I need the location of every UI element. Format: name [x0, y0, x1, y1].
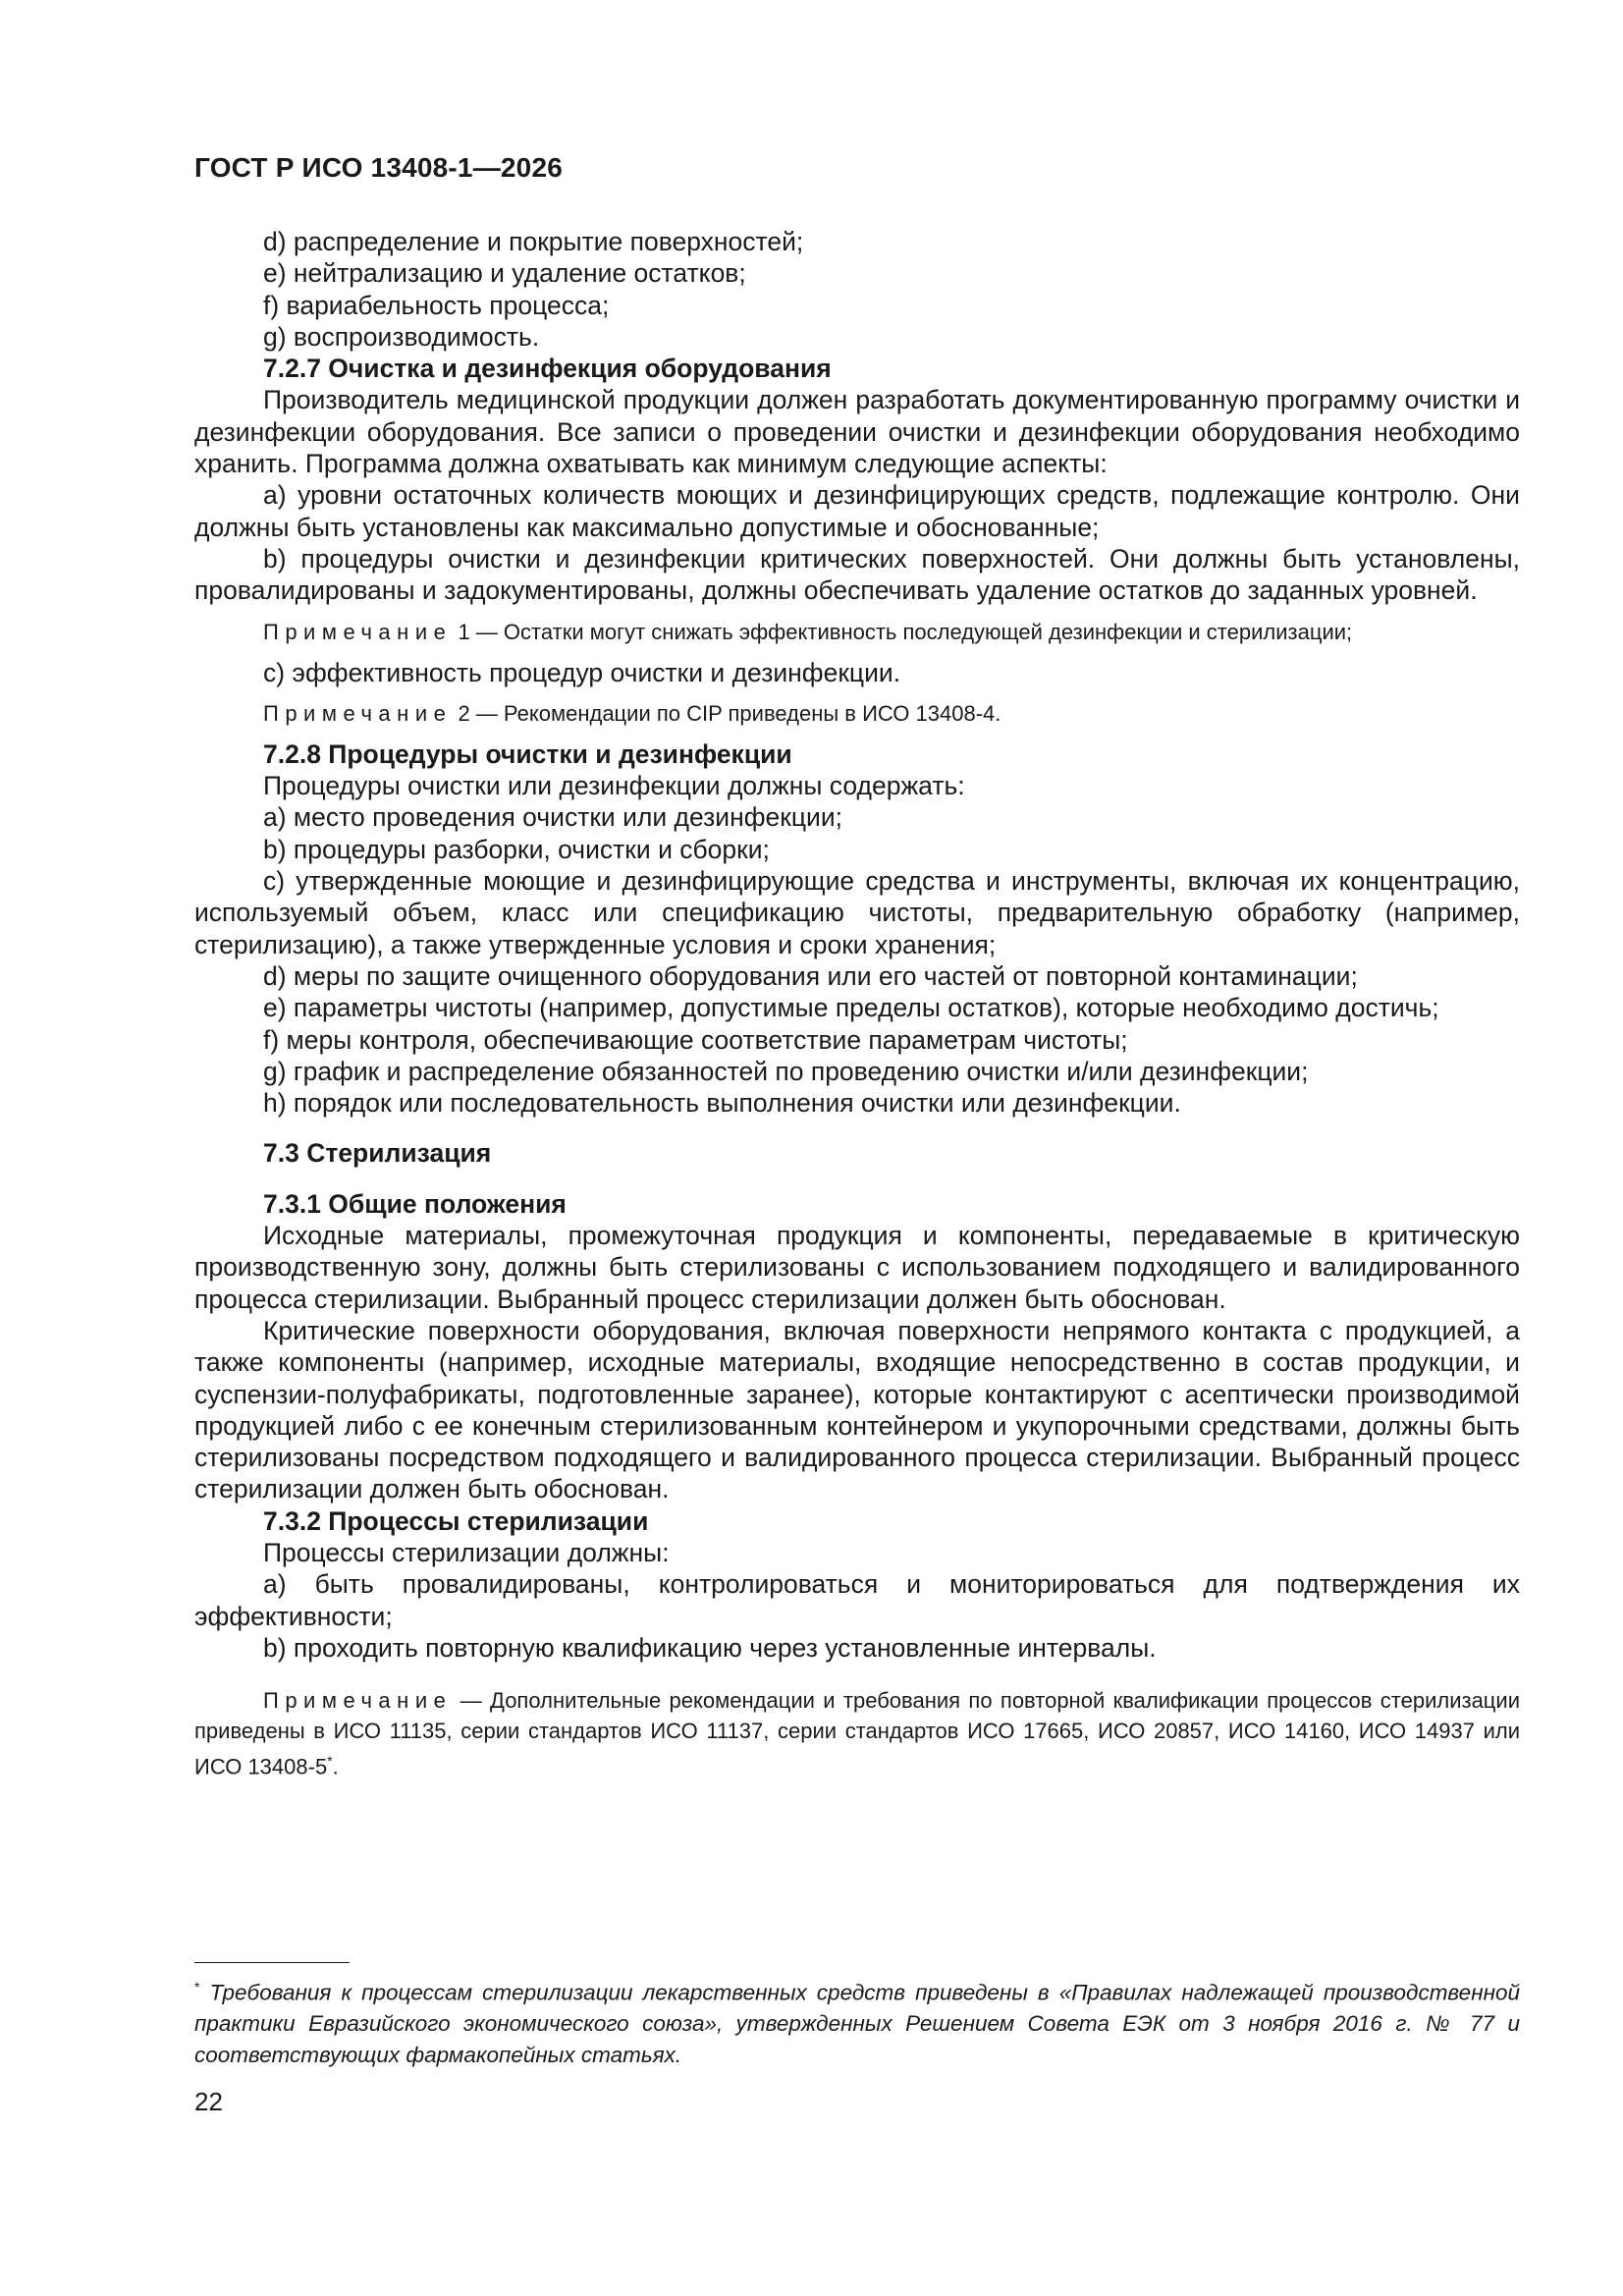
paragraph: Процедуры очистки или дезинфекции должны содержать:	[263, 771, 965, 801]
note-1	[194, 617, 1520, 647]
list-item: a) место проведения очистки или дезинфекции;	[263, 802, 843, 833]
list-item: e) параметры чистоты (например, допустимые пределы остатков), которые необходимо достичь;	[263, 993, 1439, 1023]
note-text: 1 — Остатки могут снижать эффективность последующей дезинфекции и стерилизации;	[458, 619, 1353, 644]
section-heading-7-2-8: 7.2.8 Процедуры очистки и дезинфекции	[263, 738, 792, 769]
section-heading-7-3: 7.3 Стерилизация	[263, 1138, 492, 1169]
footnote-divider	[194, 1962, 350, 1963]
section-heading-7-3-1: 7.3.1 Общие положения	[263, 1188, 567, 1219]
section-heading-7-3-2: 7.3.2 Процессы стерилизации	[263, 1505, 649, 1536]
section-heading-7-2-7: 7.2.7 Очистка и дезинфекция оборудования	[263, 354, 832, 384]
list-item: h) порядок или последовательность выполнения очистки или дезинфекции.	[263, 1088, 1181, 1119]
footnote-mark: *	[194, 1979, 200, 1995]
note-label: Примечание	[263, 700, 453, 726]
footnote-ref: *	[327, 1753, 333, 1770]
list-item: d) распределение и покрытие поверхностей;	[263, 227, 804, 256]
note-end: .	[332, 1754, 339, 1779]
note-text: 2 — Рекомендации по CIP приведены в ИСО 13408-4.	[458, 700, 1001, 726]
document-body	[194, 226, 1520, 1792]
list-item: a) уровни остаточных количеств моющих и дезинфицирующих средств, подлежащие контролю. Они должны быть установлены как максимально допустимые и обоснованные;	[194, 480, 1520, 542]
list-item: g) воспроизводимость.	[263, 321, 540, 352]
note-label: Примечание	[263, 1688, 453, 1714]
document-header: ГОСТ Р ИСО 13408-1—2026	[194, 152, 563, 183]
note-text: — Дополнительные рекомендации и требования по повторной квалификации процессов стерилизации приведены в ИСО 11135, серии стандартов ИСО 11137, серии стандартов ИСО 17665, ИСО 20857, ИСО 14160, ИСО 14937 или ИСО 13408-5	[194, 1688, 1520, 1779]
note-2	[194, 698, 1520, 729]
footnote	[194, 1972, 1520, 2070]
paragraph: Критические поверхности оборудования, включая поверхности непрямого контакта с продукцией, а также компоненты (например, исходные материалы, входящие непосредственно в состав продукции, и суспензии-полуфабрикаты, подготовленные заранее), которые контактируют с асептически производимой продукцией либо с ее конечным стерилизованным контейнером и укупорочными средствами, должны быть стерилизованы посредством подходящего и валидированного процесса стерилизации. Выбранный процесс стерилизации должен быть обоснован.	[194, 1315, 1520, 1504]
list-item: a) быть провалидированы, контролироваться и мониторироваться для подтверждения их эффективности;	[194, 1569, 1520, 1631]
paragraph: Исходные материалы, промежуточная продукция и компоненты, передаваемые в критическую производственную зону, должны быть стерилизованы с использованием подходящего и валидированного процесса стерилизации. Выбранный процесс стерилизации должен быть обоснован.	[194, 1221, 1520, 1314]
list-item: f) вариабельность процесса;	[263, 290, 610, 320]
note-label: Примечание	[263, 619, 453, 644]
list-item: b) проходить повторную квалификацию через установленные интервалы.	[263, 1632, 1157, 1663]
list-item: b) процедуры очистки и дезинфекции критических поверхностей. Они должны быть установлены, провалидированы и задокументированы, должны обеспечивать удаление остатков до заданных уровней.	[194, 543, 1520, 606]
list-item: c) утвержденные моющие и дезинфицирующие средства и инструменты, включая их концентрацию, используемый объем, класс или спецификацию чистоты, предварительную обработку (например, стерилизацию), а также утвержденные условия и сроки хранения;	[194, 866, 1520, 959]
list-item: f) меры контроля, обеспечивающие соответствие параметрам чистоты;	[263, 1024, 1128, 1055]
list-item: c) эффективность процедур очистки и дезинфекции.	[263, 657, 901, 687]
list-item: e) нейтрализацию и удаление остатков;	[263, 258, 746, 289]
list-item: g) график и распределение обязанностей по проведению очистки и/или дезинфекции;	[263, 1056, 1309, 1086]
page-number: 22	[194, 2087, 223, 2116]
paragraph: Процессы стерилизации должны:	[263, 1537, 670, 1567]
footnote-text: Требования к процессам стерилизации лекарственных средств приведены в «Правилах надлежащей производственной практики Евразийского экономического союза», утвержденных Решением Совета ЕЭК от 3 ноября 2016 г. № 77 и соответствующих фармакопейных статьях.	[194, 1980, 1520, 2067]
list-item: b) процедуры разборки, очистки и сборки;	[263, 834, 770, 864]
paragraph: Производитель медицинской продукции должен разработать документированную программу очистки и дезинфекции оборудования. Все записи о проведении очистки и дезинфекции оборудования необходимо хранить. Программа должна охватывать как минимум следующие аспекты:	[194, 385, 1520, 479]
note-3	[194, 1685, 1520, 1781]
list-item: d) меры по защите очищенного оборудования или его частей от повторной контаминации;	[263, 960, 1358, 991]
